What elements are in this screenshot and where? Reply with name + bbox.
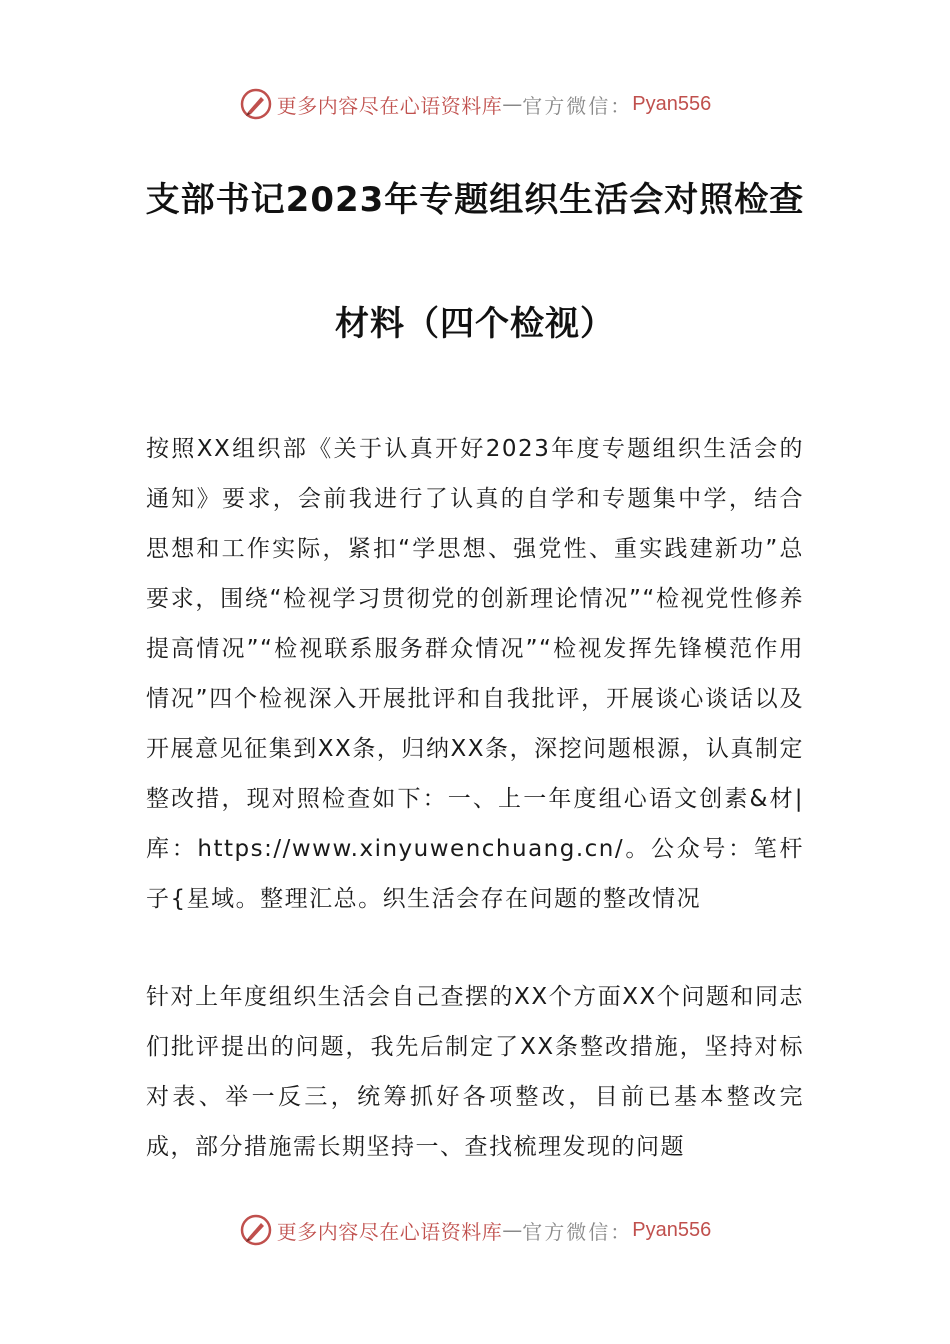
banner-separator: — — [502, 1218, 523, 1242]
body-paragraph-1 — [146, 424, 804, 924]
banner-contact-id: Pyan556 — [632, 92, 712, 115]
document-title-line1: 支部书记2023年专题组织生活会对照检查 — [145, 180, 805, 220]
banner-separator: — — [502, 92, 523, 116]
document-title-line2: 材料（四个检视） — [335, 304, 615, 344]
paragraph-text: 按照XX组织部《关于认真开好2023年度专题组织生活会的通知》要求，会前我进行了认真的自学和专题集中学，结合思想和工作实际，紧扣“学思想、强党性、重实践建新功”总要求，围绕“检视学习贯彻党的创新理论情况”“检视党性修养提高情况”“检视联系服务群众情况”“检视发挥先锋模范作用情况”四个检视深入开展批评和自我批评，开展谈心谈话以及开展意见征集到XX条，归纳XX条，深挖问题根源，认真制定整改措，现对照检查如下：一、上一年度组心语文创素&材|库：https://www.xinyuwenchuang.cn/。公众号：笔杆子{星域。整理汇总。织生活会存在问题的整改情况 — [146, 436, 804, 912]
banner-contact-label: 官方微信： — [522, 1219, 633, 1244]
header-banner — [0, 82, 950, 126]
footer-banner — [0, 1208, 950, 1252]
pen-logo-icon — [239, 87, 273, 121]
banner-text: 更多内容尽在心语资料库 — [276, 1219, 503, 1244]
pen-logo-icon — [239, 1213, 273, 1247]
paragraph-text: 针对上年度组织生活会自己查摆的XX个方面XX个问题和同志们批评提出的问题，我先后制定了XX条整改措施，坚持对标对表、举一反三，统筹抓好各项整改，目前已基本整改完成，部分措施需长期坚持一、查找梳理发现的问题 — [146, 984, 804, 1160]
banner-contact-id: Pyan556 — [632, 1218, 712, 1241]
banner-contact-label: 官方微信： — [522, 93, 633, 118]
body-paragraph-2 — [146, 972, 804, 1172]
banner-text: 更多内容尽在心语资料库 — [276, 93, 503, 118]
